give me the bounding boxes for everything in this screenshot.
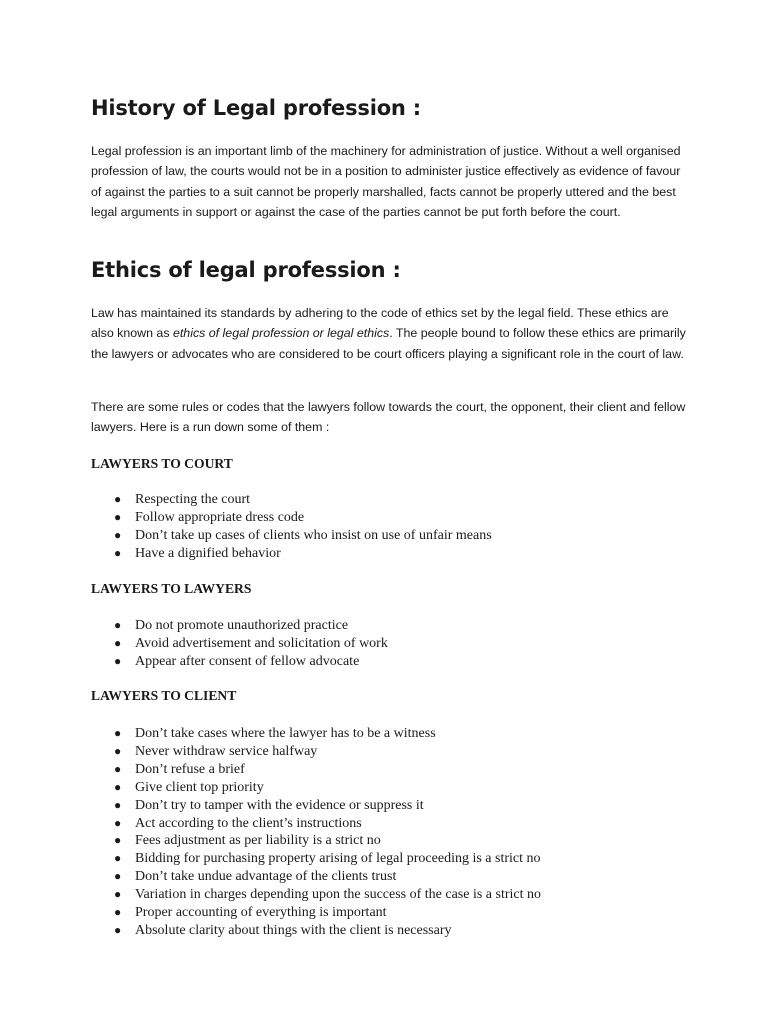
list-item-text: Give client top priority (135, 779, 264, 795)
list-item-text: Do not promote unauthorized practice (135, 618, 349, 633)
history-paragraph: Legal profession is an important limb of the machinery for administration of justice. Without a well organised profession of law, the courts would not be in a position to administer justice effectively as evidence of favour of against the parties to a suit cannot be properly marshalled, facts cannot be properly uttered and the best legal arguments in support or against the case of the parties cannot be put forth before the court. (91, 144, 681, 220)
bullet-icon: ● (114, 761, 122, 776)
list-item (91, 886, 541, 904)
list-item (91, 850, 541, 868)
list-item (91, 797, 541, 815)
list-item (91, 743, 541, 761)
list-item-text: Appear after consent of fellow advocate (135, 653, 360, 669)
bullet-icon: ● (114, 492, 122, 506)
ethics-paragraph-2: There are some rules or codes that the lawyers follow towards the court, the opponent, their client and fellow lawyers. Here is a run down some of them : (91, 400, 686, 435)
list-item-text: Fees adjustment as per liability is a strict no (135, 833, 381, 849)
list-item (91, 761, 541, 779)
bullet-icon: ● (114, 869, 122, 884)
ethics-heading: Ethics of legal profession : (91, 258, 401, 282)
list-item (91, 635, 388, 653)
list-item-text: Don’t take cases where the lawyer has to be a witness (135, 726, 436, 741)
bullet-icon: ● (114, 726, 122, 740)
bullet-icon: ● (114, 545, 122, 560)
list-lawyers-to-lawyers (91, 617, 388, 671)
list-item-text: Don’t take undue advantage of the clients trust (135, 869, 397, 885)
ethics-paragraph-1-text-end: . The people bound to follow these ethics are primarily the lawyers or advocates who are considered to be court officers playing a significant role in the court of law. (91, 326, 686, 361)
list-item (91, 509, 492, 527)
list-item (91, 779, 541, 797)
list-item (91, 815, 541, 833)
bullet-icon: ● (114, 922, 122, 937)
bullet-icon: ● (114, 618, 122, 632)
list-item-text: Don’t try to tamper with the evidence or suppress it (135, 797, 424, 813)
list-item (91, 545, 492, 563)
list-item-text: Have a dignified behavior (135, 545, 281, 561)
list-item-text: Absolute clarity about things with the client is necessary (135, 922, 452, 938)
list-item (91, 904, 541, 922)
list-item-text: Follow appropriate dress code (135, 509, 305, 525)
section-title-lawyers-to-client: LAWYERS TO CLIENT (91, 688, 237, 703)
list-lawyers-to-client (91, 725, 541, 940)
list-item-text: Don’t refuse a brief (135, 761, 245, 777)
section-title-lawyers-to-court: LAWYERS TO COURT (91, 456, 233, 471)
list-item-text: Avoid advertisement and solicitation of work (135, 635, 388, 651)
list-item-text: Proper accounting of everything is important (135, 905, 387, 921)
list-lawyers-to-court (91, 491, 492, 563)
list-item (91, 922, 541, 940)
list-item-text: Don’t take up cases of clients who insist on use of unfair means (135, 527, 492, 543)
list-item-text: Respecting the court (135, 492, 251, 507)
bullet-icon: ● (114, 905, 122, 920)
bullet-icon: ● (114, 509, 122, 524)
list-item (91, 653, 388, 671)
bullet-icon: ● (114, 887, 122, 902)
bullet-icon: ● (114, 815, 122, 830)
history-heading: History of Legal profession : (91, 96, 421, 120)
bullet-icon: ● (114, 635, 122, 650)
ethics-paragraph-1 (91, 303, 687, 364)
list-item (91, 725, 541, 743)
bullet-icon: ● (114, 797, 122, 812)
list-item-text: Bidding for purchasing property arising of legal proceeding is a strict no (135, 851, 541, 867)
section-title-lawyers-to-lawyers: LAWYERS TO LAWYERS (91, 581, 252, 596)
bullet-icon: ● (114, 743, 122, 758)
bullet-icon: ● (114, 779, 122, 794)
list-item (91, 868, 541, 886)
list-item (91, 491, 492, 509)
list-item (91, 832, 541, 850)
list-item-text: Never withdraw service halfway (135, 743, 318, 759)
bullet-icon: ● (114, 851, 122, 866)
list-item-text: Act according to the client’s instructions (135, 815, 362, 831)
ethics-paragraph-1-text: Law has maintained its standards by adhering to the code of ethics set by the legal field. These ethics are also known as (91, 306, 669, 341)
list-item-text: Variation in charges depending upon the success of the case is a strict no (135, 887, 542, 903)
bullet-icon: ● (114, 833, 122, 848)
bullet-icon: ● (114, 653, 122, 668)
list-item (91, 527, 492, 545)
list-item (91, 617, 388, 635)
bullet-icon: ● (114, 527, 122, 542)
ethics-paragraph-1-emphasis: ethics of legal profession or legal ethics (172, 326, 390, 341)
